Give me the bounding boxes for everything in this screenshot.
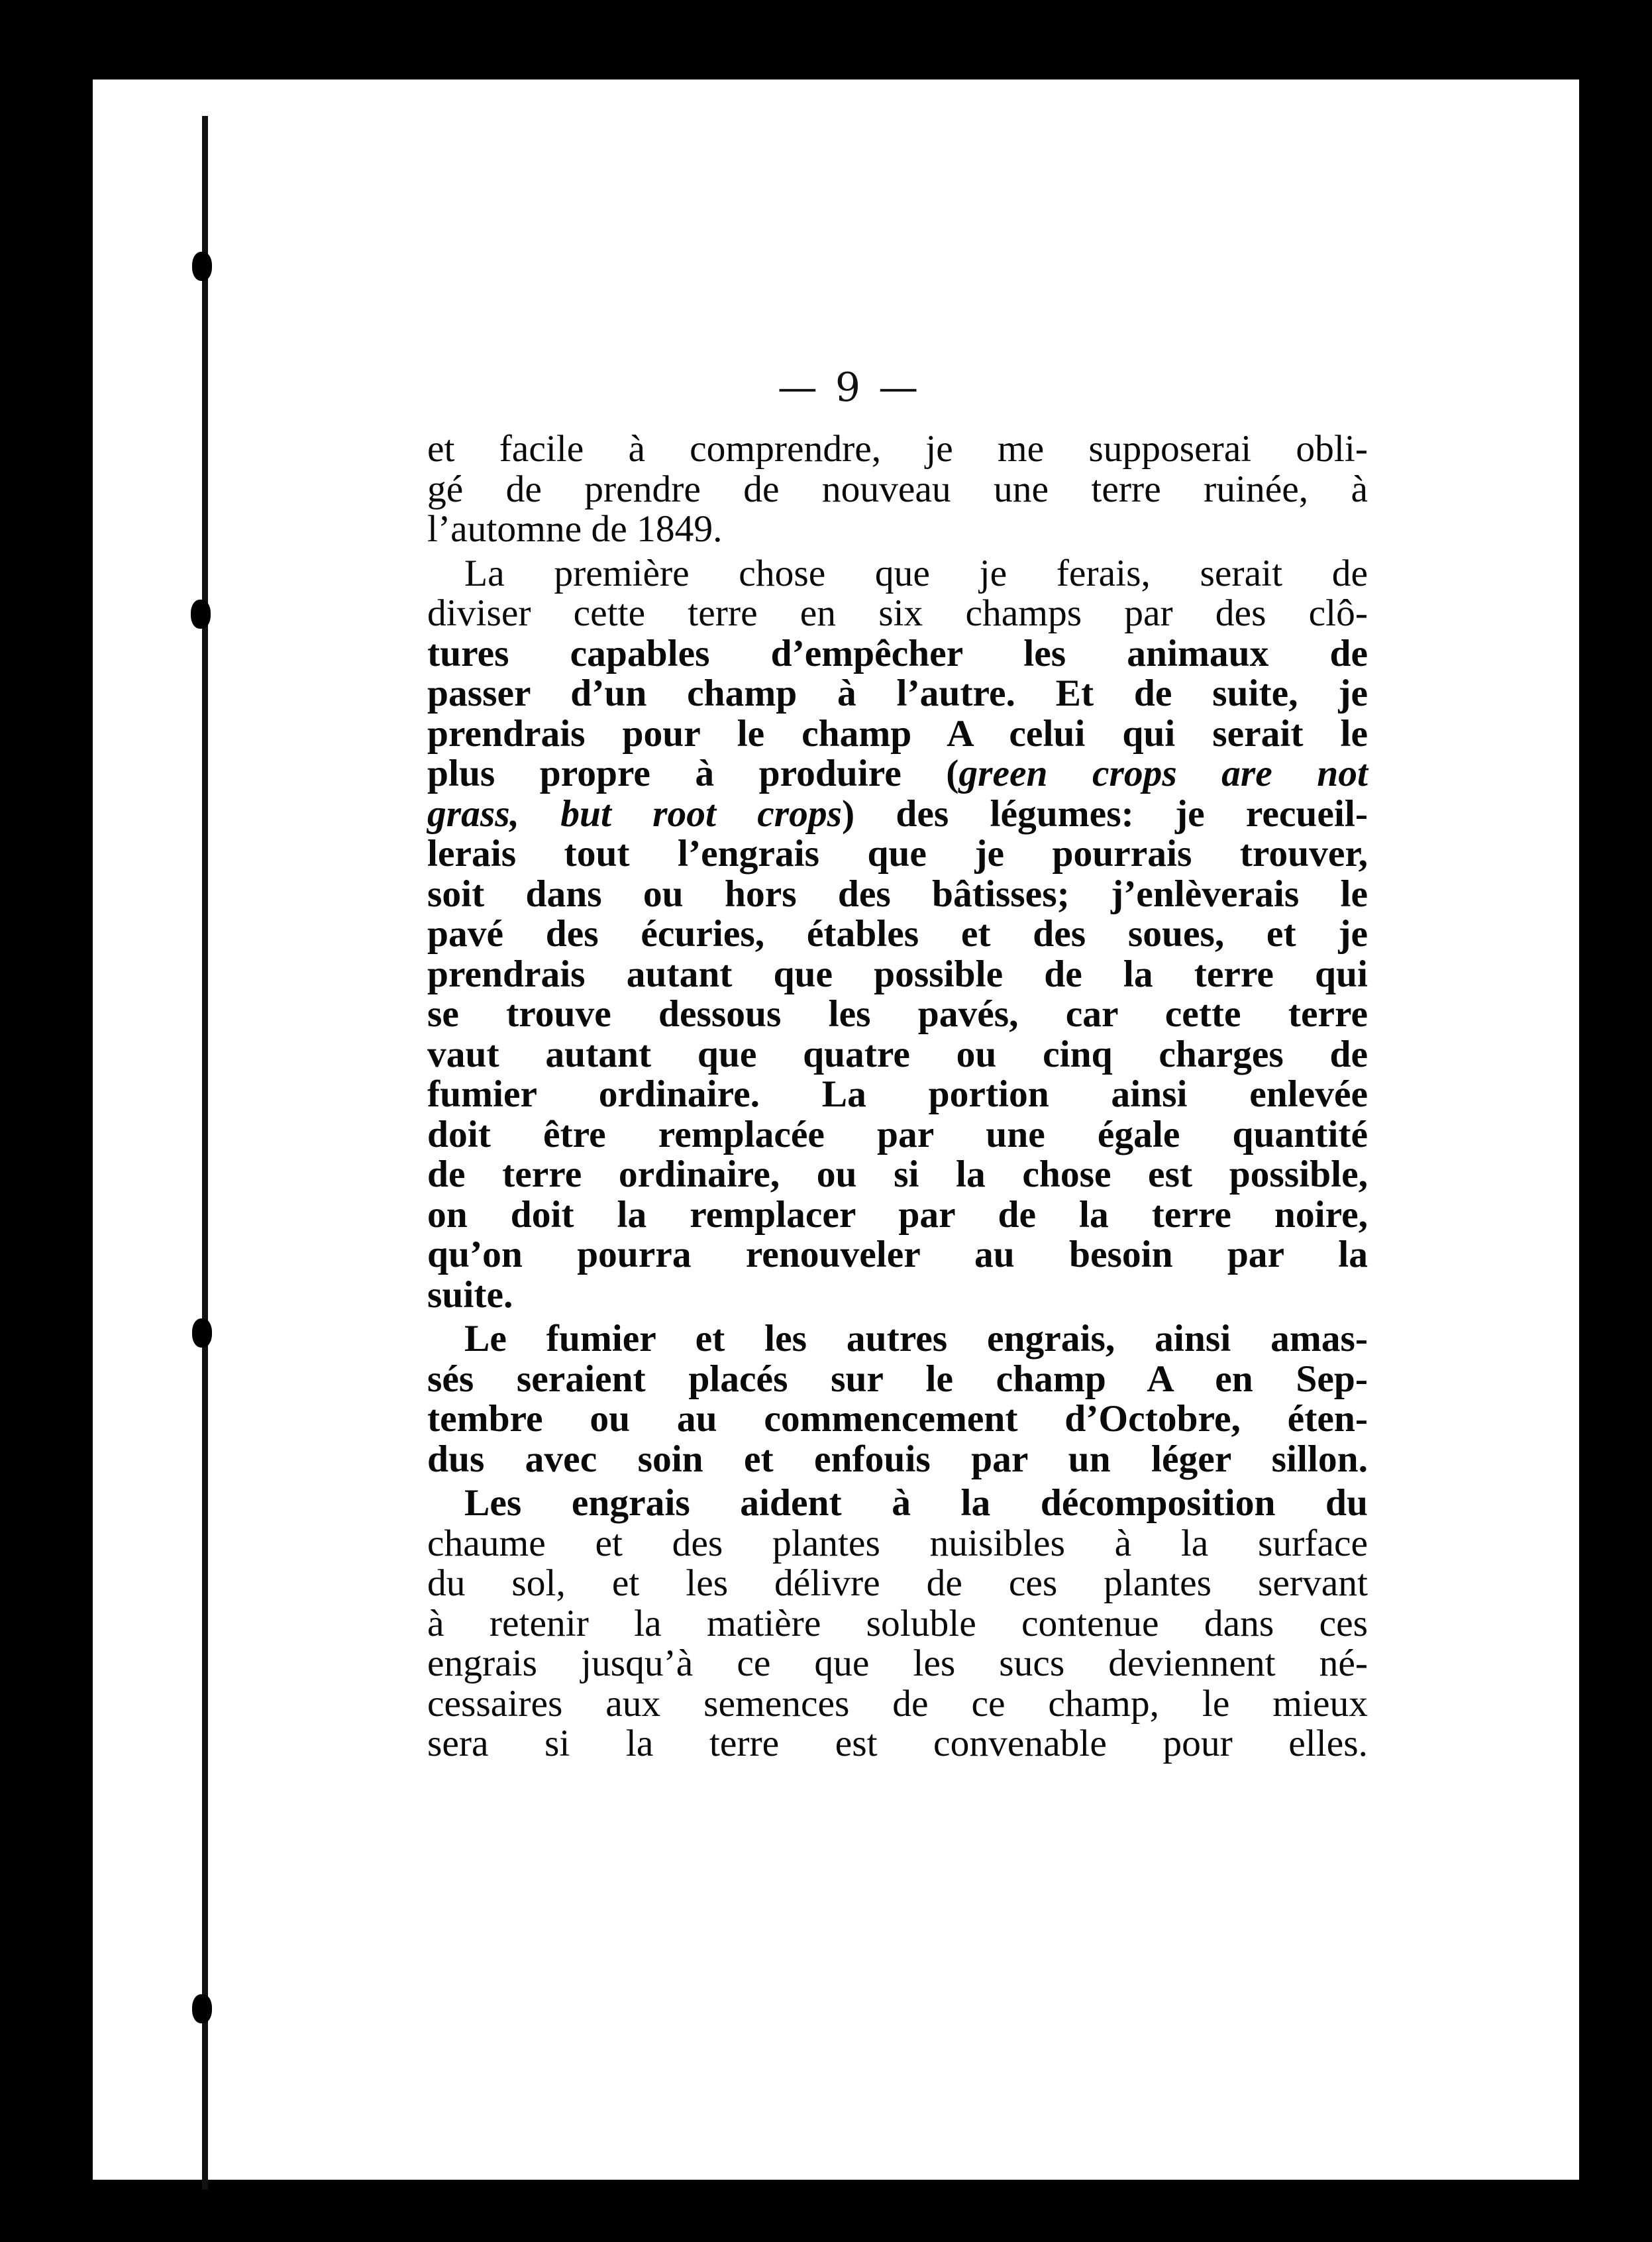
text-line: pavé des écuries, étables et des soues, et je <box>427 913 1368 955</box>
text-line: gé de prendre de nouveau une terre ruinée, à <box>427 468 1368 510</box>
text-line: qu’on pourra renouveler au besoin par la <box>427 1234 1368 1275</box>
text-line: doit être remplacée par une égale quantité <box>427 1113 1368 1155</box>
text-line: de terre ordinaire, ou si la chose est possible, <box>427 1153 1368 1195</box>
text-line: soit dans ou hors des bâtisses; j’enlèverais le <box>427 873 1368 915</box>
page-number: — 9 — <box>777 364 921 411</box>
binding-hole-mark <box>192 1318 212 1348</box>
text-line: on doit la remplacer par de la terre noire, <box>427 1193 1368 1236</box>
text-line: cessaires aux semences de ce champ, le mieux <box>427 1682 1368 1725</box>
text-line: Les engrais aident à la décomposition du <box>464 1482 1368 1524</box>
binding-hole-mark <box>191 600 211 629</box>
text-line: diviser cette terre en six champs par des clô- <box>427 592 1368 634</box>
right-page-edge <box>1579 66 1606 2186</box>
text-line: tures capables d’empêcher les animaux de <box>427 632 1368 674</box>
text-line: et facile à comprendre, je me supposerai obli- <box>427 428 1368 470</box>
text-line: du sol, et les délivre de ces plantes servant <box>427 1562 1368 1604</box>
text-line: à retenir la matière soluble contenue dans ces <box>427 1602 1368 1644</box>
text-line: chaume et des plantes nuisibles à la surface <box>427 1522 1368 1564</box>
text-line: dus avec soin et enfouis par un léger sillon. <box>427 1438 1368 1480</box>
text-line: vaut autant que quatre ou cinq charges de <box>427 1033 1368 1075</box>
text-line: l’automne de 1849. <box>427 508 723 550</box>
text-line: passer d’un champ à l’autre. Et de suite, je <box>427 672 1368 714</box>
book-page <box>93 80 1606 2180</box>
binding-hole-mark <box>192 1994 212 2023</box>
text-line: plus propre à produire (green crops are not <box>427 753 1368 794</box>
text-line: engrais jusqu’à ce que les sucs deviennent né- <box>427 1642 1368 1684</box>
body-text <box>427 429 1368 1764</box>
text-line: grass, but root crops) des légumes: je recueil- <box>427 792 1368 835</box>
text-line: sera si la terre est convenable pour elles. <box>427 1723 1368 1764</box>
text-line: La première chose que je ferais, serait de <box>464 552 1368 594</box>
text-line: prendrais autant que possible de la terre qui <box>427 953 1368 995</box>
text-line: Le fumier et les autres engrais, ainsi amas- <box>464 1318 1368 1360</box>
text-line: lerais tout l’engrais que je pourrais trouver, <box>427 833 1368 875</box>
binding-edge <box>202 116 208 2190</box>
text-line: fumier ordinaire. La portion ainsi enlevée <box>427 1073 1368 1115</box>
binding-hole-mark <box>192 252 212 281</box>
text-line: prendrais pour le champ A celui qui serait le <box>427 712 1368 755</box>
text-line: suite. <box>427 1273 513 1316</box>
text-line: tembre ou au commencement d’Octobre, éten- <box>427 1398 1368 1440</box>
text-line: se trouve dessous les pavés, car cette terre <box>427 993 1368 1035</box>
text-line: sés seraient placés sur le champ A en Sep- <box>427 1358 1368 1400</box>
